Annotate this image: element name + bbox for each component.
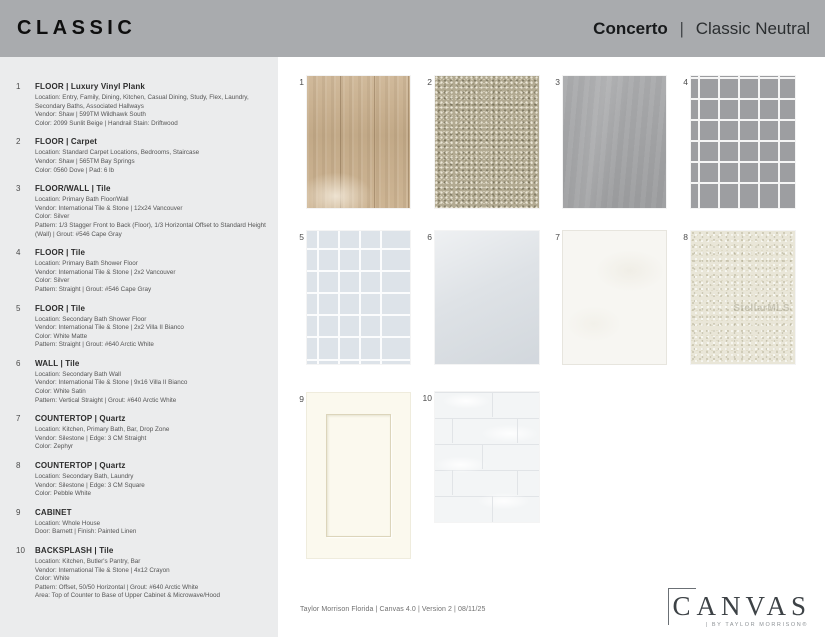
spec-item-detail: Location: Entry, Family, Dining, Kitchen, Casual Dining, Study, Flex, Laundry, Secondary Baths, Associated Hallways bbox=[35, 94, 249, 110]
tile-joint bbox=[517, 470, 518, 495]
spec-item-detail: Location: Primary Bath Floor/Wall bbox=[35, 196, 129, 204]
spec-item-detail: Color: White Matte bbox=[35, 332, 88, 340]
scheme-separator: | bbox=[679, 18, 684, 38]
spec-item-detail: Pattern: Straight | Grout: #640 Arctic White bbox=[35, 341, 154, 349]
spec-item-detail: Location: Kitchen, Butler's Pantry, Bar bbox=[35, 558, 141, 565]
canvas-boxed-c: C bbox=[668, 588, 696, 625]
spec-item-title: FLOOR | Tile bbox=[35, 248, 86, 258]
spec-item-title: FLOOR | Tile bbox=[35, 303, 86, 313]
swatch-lvp bbox=[299, 76, 410, 208]
tile-joint bbox=[517, 418, 518, 443]
spec-item-detail: Location: Primary Bath Shower Floor bbox=[35, 260, 138, 268]
spec-item-title: BACKSPLASH | Tile bbox=[35, 546, 114, 555]
spec-item-detail: Vendor: International Tile & Stone | 12x24 Vancouver bbox=[35, 204, 183, 212]
spec-item-title: COUNTERTOP | Quartz bbox=[35, 461, 126, 471]
spec-item-number: 5 bbox=[16, 303, 21, 313]
spec-item-detail: Color: Zephyr bbox=[35, 443, 74, 451]
spec-item-detail: Vendor: Silestone | Edge: 3 CM Straight bbox=[35, 434, 147, 442]
spec-item-detail: Location: Secondary Bath Wall bbox=[35, 370, 121, 378]
footer-note: Taylor Morrison Florida | Canvas 4.0 | Version 2 | 08/11/25 bbox=[300, 606, 486, 613]
spec-item-number: 9 bbox=[16, 507, 21, 517]
palette-name: Classic Neutral bbox=[695, 18, 810, 38]
swatch-quartz-zephyr bbox=[555, 231, 666, 364]
spec-item-detail: Pattern: 1/3 Stagger Front to Back (Floor), 1/3 Horizontal Offset to Standard Height (Wall) | Grout: #546 Cape Gray bbox=[35, 221, 266, 238]
spec-item-detail: Color: Silver bbox=[35, 277, 70, 285]
spec-item-number: 10 bbox=[16, 546, 25, 555]
canvas-wordmark-rest: ANVAS bbox=[696, 591, 811, 621]
swatch-number: 9 bbox=[299, 394, 304, 404]
tile-joint bbox=[492, 496, 493, 522]
spec-item-detail: Pattern: Offset, 50/50 Horizontal | Grout: #640 Arctic White bbox=[35, 583, 199, 591]
spec-item-detail: Vendor: International Tile & Stone | 2x2 Vancouver bbox=[35, 268, 176, 276]
spec-item-number: 1 bbox=[16, 82, 21, 91]
spec-item-number: 7 bbox=[16, 414, 21, 424]
spec-item-title: FLOOR/WALL | Tile bbox=[35, 184, 111, 194]
scheme-name: Concerto bbox=[593, 18, 668, 38]
spec-item-number: 8 bbox=[16, 461, 21, 471]
spec-item-number: 3 bbox=[16, 184, 21, 194]
tile-joint bbox=[492, 392, 493, 417]
spec-item-detail: Color: Silver bbox=[35, 213, 70, 221]
swatch-carpet bbox=[427, 76, 539, 208]
swatch-number: 3 bbox=[555, 77, 560, 87]
spec-item-detail: Area: Top of Counter to Base of Upper Cabinet & Microwave/Hood bbox=[35, 592, 221, 600]
spec-item-detail: Pattern: Straight | Grout: #546 Cape Gray bbox=[35, 285, 152, 293]
spec-item-detail: Location: Secondary Bath Shower Floor bbox=[35, 315, 147, 323]
swatch-number: 5 bbox=[299, 232, 304, 242]
swatch-number: 8 bbox=[683, 232, 688, 242]
collection-title: CLASSIC bbox=[17, 17, 137, 39]
spec-item-detail: Vendor: Shaw | 565TM Bay Springs bbox=[35, 157, 135, 165]
tile-joint bbox=[452, 418, 453, 443]
spec-item-detail: Vendor: International Tile & Stone | 9x16 Villa II Bianco bbox=[35, 379, 188, 387]
tile-joint bbox=[482, 444, 483, 469]
spec-item-detail: Color: 0560 Dove | Pad: 6 lb bbox=[35, 166, 114, 174]
spec-item-number: 2 bbox=[16, 137, 21, 147]
canvas-tagline: | BY TAYLOR MORRISON® bbox=[705, 622, 808, 628]
spec-item-detail: Pattern: Vertical Straight | Grout: #640 Arctic White bbox=[35, 396, 177, 404]
swatch-tile-white-mosaic bbox=[299, 231, 410, 364]
swatch-number: 6 bbox=[427, 232, 432, 242]
swatch-number: 7 bbox=[555, 232, 560, 242]
spec-item-detail: Vendor: International Tile & Stone | 4x12 Crayon bbox=[35, 566, 170, 574]
spec-item-detail: Color: White Satin bbox=[35, 388, 86, 396]
canvas-wordmark bbox=[668, 592, 811, 620]
spec-item-title: COUNTERTOP | Quartz bbox=[35, 414, 126, 424]
watermark: StellarMLS bbox=[733, 303, 790, 314]
spec-item-detail: Vendor: Shaw | 599TM Wildhawk South bbox=[35, 111, 146, 119]
spec-item-detail: Door: Barnett | Finish: Painted Linen bbox=[35, 528, 137, 536]
spec-item-detail: Color: Pebble White bbox=[35, 490, 91, 498]
spec-item-detail: Location: Kitchen, Primary Bath, Bar, Drop Zone bbox=[35, 426, 170, 434]
spec-item-detail: Vendor: International Tile & Stone | 2x2 Villa II Bianco bbox=[35, 324, 184, 332]
swatch-number: 10 bbox=[422, 393, 432, 403]
swatch-cabinet-door bbox=[299, 393, 410, 558]
spec-item-detail: Location: Secondary Bath, Laundry bbox=[35, 473, 134, 481]
spec-item-detail: Color: White bbox=[35, 575, 70, 583]
swatch-number: 2 bbox=[427, 77, 432, 87]
swatch-tile-gray-mosaic bbox=[683, 76, 795, 208]
spec-item-title: FLOOR | Carpet bbox=[35, 137, 98, 147]
swatch-number: 1 bbox=[299, 77, 304, 87]
spec-item-detail: Location: Whole House bbox=[35, 519, 101, 527]
spec-item-detail: Color: 2099 Sunlit Beige | Handrail Stain: Driftwood bbox=[35, 119, 178, 127]
swatch-tile-gray bbox=[555, 76, 666, 208]
swatch-backsplash-subway bbox=[422, 392, 539, 522]
swatch-number: 4 bbox=[683, 77, 688, 87]
cabinet-door-panel bbox=[326, 414, 391, 537]
spec-item-number: 6 bbox=[16, 358, 21, 368]
spec-item-title: CABINET bbox=[35, 507, 72, 517]
canvas-logo bbox=[668, 592, 811, 628]
tile-joint bbox=[452, 470, 453, 495]
spec-item-title: FLOOR | Luxury Vinyl Plank bbox=[35, 82, 146, 91]
swatch-quartz-pebble-white bbox=[683, 231, 795, 364]
spec-item-number: 4 bbox=[16, 248, 21, 258]
swatch-tile-white-wall bbox=[427, 231, 539, 364]
spec-item-detail: Location: Standard Carpet Locations, Bedrooms, Staircase bbox=[35, 149, 200, 157]
spec-item-detail: Vendor: Silestone | Edge: 3 CM Square bbox=[35, 481, 145, 489]
spec-item-title: WALL | Tile bbox=[35, 358, 80, 368]
